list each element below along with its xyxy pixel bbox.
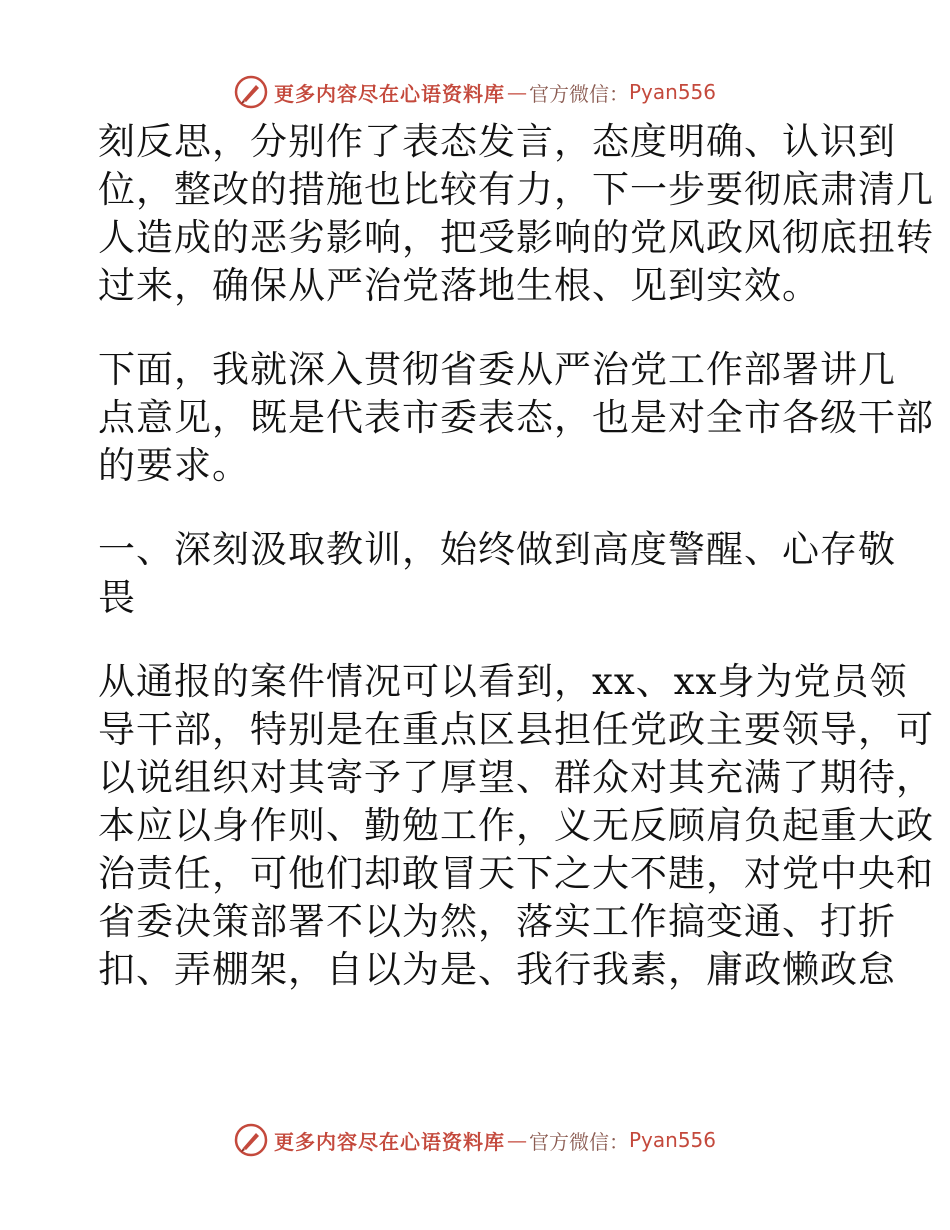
banner-wechat-label: 官方微信： bbox=[528, 1129, 629, 1154]
text-line: 刻反思，分别作了表态发言，态度明确、认识到 bbox=[98, 120, 896, 163]
text-line: 省委决策部署不以为然，落实工作搞变通、打折 bbox=[98, 900, 896, 943]
text-line: 畏 bbox=[98, 576, 136, 619]
quill-pen-logo-icon bbox=[234, 1123, 268, 1157]
footer-banner bbox=[0, 1120, 950, 1160]
text-line: 下面，我就深入贯彻省委从严治党工作部署讲几 bbox=[98, 348, 896, 391]
banner-wechat-id: Pyan556 bbox=[628, 80, 716, 104]
text-line: 的要求。 bbox=[98, 444, 250, 487]
banner-wechat-label: 官方微信： bbox=[528, 81, 629, 106]
text-line: 导干部，特别是在重点区县担任党政主要领导，可 bbox=[98, 708, 934, 751]
text-line: 治责任，可他们却敢冒天下之大不韪，对党中央和 bbox=[98, 852, 934, 895]
document-body bbox=[98, 118, 934, 994]
text-line: 过来，确保从严治党落地生根、见到实效。 bbox=[98, 264, 820, 307]
header-banner bbox=[0, 72, 950, 112]
banner-title: 更多内容尽在心语资料库 bbox=[273, 81, 505, 106]
text-line: 扣、弄棚架，自以为是、我行我素，庸政懒政怠 bbox=[98, 948, 896, 991]
paragraph bbox=[98, 118, 934, 310]
section-heading bbox=[98, 526, 896, 622]
banner-wechat-id: Pyan556 bbox=[628, 1128, 716, 1152]
banner-title: 更多内容尽在心语资料库 bbox=[273, 1129, 505, 1154]
paragraph bbox=[98, 658, 934, 994]
text-line: 一、深刻汲取教训，始终做到高度警醒、心存敬 bbox=[98, 528, 896, 571]
banner-dash: — bbox=[506, 1128, 527, 1152]
banner-dash: — bbox=[506, 80, 527, 104]
text-line: 人造成的恶劣影响，把受影响的党风政风彻底扭转 bbox=[98, 216, 934, 259]
text-line: 位，整改的措施也比较有力，下一步要彻底肃清几 bbox=[98, 168, 934, 211]
text-line: 本应以身作则、勤勉工作，义无反顾肩负起重大政 bbox=[98, 804, 934, 847]
paragraph bbox=[98, 346, 934, 490]
text-line: 点意见，既是代表市委表态，也是对全市各级干部 bbox=[98, 396, 934, 439]
text-line: 从通报的案件情况可以看到，xx、xx身为党员领 bbox=[98, 660, 908, 703]
quill-pen-logo-icon bbox=[234, 75, 268, 109]
text-line: 以说组织对其寄予了厚望、群众对其充满了期待， bbox=[98, 756, 934, 799]
